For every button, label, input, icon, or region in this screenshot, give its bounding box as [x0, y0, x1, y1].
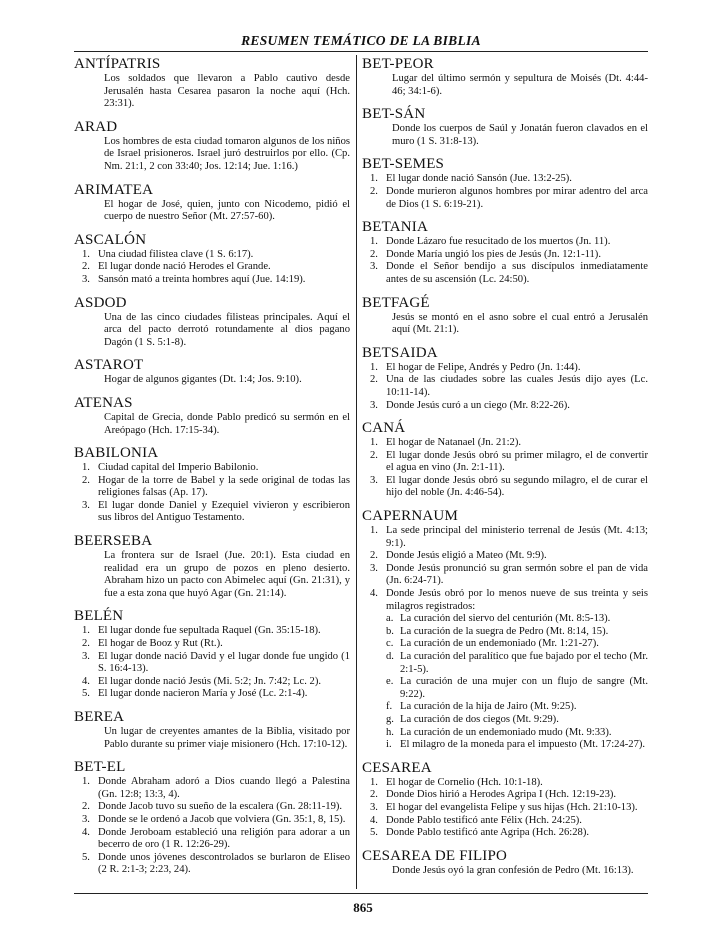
item-text: Donde Jesús pronunció su gran sermón sobre el pan de vida (Jn. 6:24-71).: [386, 562, 648, 587]
header-rule: [74, 51, 648, 52]
list-item: [74, 651, 350, 676]
entry: [74, 533, 350, 600]
item-number: 4.: [370, 814, 378, 826]
entry-list: [362, 362, 648, 412]
list-item: [362, 588, 648, 613]
entry-title: BETSAIDA: [362, 344, 438, 361]
item-number: 1.: [370, 437, 378, 449]
entry: [74, 232, 350, 287]
entry-list: [362, 777, 648, 840]
item-text: Donde el Señor bendijo a sus discípulos inmediatamente antes de su ascensión (Lc. 24:50).: [386, 261, 648, 285]
entry-description: El hogar de José, quien, junto con Nicodemo, pidió el cuerpo de nuestro Señor (Mt. 27:57-60).: [104, 198, 350, 223]
entry-title: CANÁ: [362, 420, 406, 437]
list-item: [362, 789, 648, 802]
entry-title: CESAREA: [362, 759, 432, 776]
item-number: 2.: [370, 550, 378, 562]
item-text: Donde Jacob tuvo su sueño de la escalera (Gn. 28:11-19).: [98, 801, 343, 813]
list-item: [74, 801, 350, 814]
list-item: [362, 563, 648, 588]
entry: [74, 709, 350, 751]
entry: [74, 119, 350, 174]
entry: [362, 56, 648, 98]
list-item: [74, 274, 350, 287]
list-item: [362, 400, 648, 413]
item-number: 3.: [370, 801, 378, 813]
sub-item-text: El milagro de la moneda para el impuesto (Mt. 17:24-27).: [400, 739, 646, 751]
entry: [74, 357, 350, 387]
entry-list: [74, 776, 350, 877]
right-column: [362, 56, 648, 885]
item-number: 3.: [370, 562, 378, 574]
item-number: 4.: [370, 588, 378, 600]
sub-item-text: La curación de la hija de Jairo (Mt. 9:25).: [400, 701, 577, 713]
item-number: 5.: [82, 688, 90, 700]
sub-list-item: [362, 676, 648, 701]
page-number: 865: [353, 900, 373, 915]
item-text: El lugar donde nació David y el lugar donde fue ungido (1 S. 16:4-13).: [98, 650, 350, 675]
entry-list: [74, 462, 350, 525]
list-item: [362, 437, 648, 450]
sub-item-text: La curación de un endemoniado mudo (Mt. 9:33).: [400, 726, 612, 738]
list-item: [74, 827, 350, 852]
item-number: 5.: [370, 827, 378, 839]
entry-title: BEREA: [74, 709, 125, 725]
list-item: [362, 550, 648, 563]
item-text: Donde Jesús curó a un ciego (Mr. 8:22-26).: [386, 399, 570, 411]
item-text: El hogar de Natanael (Jn. 21:2).: [386, 437, 522, 449]
entry-title: CESAREA DE FILIPO: [362, 847, 508, 864]
entry-title: ARIMATEA: [74, 181, 154, 198]
item-number: 2.: [82, 801, 90, 813]
entry-title: BET-SEMES: [362, 156, 445, 173]
left-column: [74, 56, 350, 885]
sub-list: [362, 613, 648, 752]
list-item: [74, 776, 350, 801]
list-item: [74, 475, 350, 500]
sub-list-item: [362, 701, 648, 714]
item-number: 4.: [82, 826, 90, 838]
list-item: [362, 802, 648, 815]
entry-title: BET-EL: [74, 759, 126, 776]
list-item: [74, 676, 350, 689]
entry-list: [362, 173, 648, 211]
entry-list: [362, 525, 648, 752]
entry: [362, 848, 648, 878]
entry-description: Un lugar de creyentes amantes de la Biblia, visitado por Pablo durante su primer viaje misionero (Hch. 17:10-12).: [104, 726, 350, 750]
item-text: El lugar donde nacieron María y José (Lc. 2:1-4).: [98, 688, 308, 700]
entry-title: ASDOD: [74, 294, 127, 311]
item-text: El hogar de Felipe, Andrés y Pedro (Jn. 1:44).: [386, 361, 581, 373]
entry: [362, 295, 648, 337]
list-item: [74, 249, 350, 262]
item-text: El hogar del evangelista Felipe y sus hijas (Hch. 21:10-13).: [386, 801, 638, 813]
item-number: 1.: [370, 525, 378, 537]
item-text: El hogar de Cornelio (Hch. 10:1-18).: [386, 776, 543, 788]
item-text: Una ciudad filistea clave (1 S. 6:17).: [98, 248, 254, 260]
entry-title: BETFAGÉ: [362, 294, 430, 311]
entry-title: BETANIA: [362, 219, 429, 236]
item-number: 1.: [82, 248, 90, 260]
entry: [74, 182, 350, 224]
list-item: [74, 500, 350, 525]
item-number: 2.: [82, 474, 90, 486]
entry: [362, 420, 648, 500]
page-header: RESUMEN TEMÁTICO DE LA BIBLIA: [241, 33, 481, 48]
item-number: 2.: [370, 789, 378, 801]
sub-list-item: [362, 714, 648, 727]
list-item: [362, 475, 648, 500]
list-item: [362, 261, 648, 286]
entry: [74, 56, 350, 111]
item-number: 2.: [370, 185, 378, 197]
item-text: Donde murieron algunos hombres por mirar adentro del arca de Dios (1 S. 6:19-21).: [386, 185, 648, 210]
item-number: 5.: [82, 851, 90, 863]
item-text: Donde María ungió los pies de Jesús (Jn. 12:1-11).: [386, 248, 601, 260]
item-text: Donde se le ordenó a Jacob que volviera (Gn. 35:1, 8, 15).: [98, 813, 346, 825]
entry-title: BEERSEBA: [74, 533, 153, 550]
item-number: 2.: [82, 261, 90, 273]
item-number: 1.: [370, 236, 378, 248]
sub-list-item: [362, 739, 648, 752]
item-number: 1.: [82, 776, 90, 788]
entry-title: BET-PEOR: [362, 56, 434, 72]
entry-description: Hogar de algunos gigantes (Dt. 1:4; Jos. 9:10).: [104, 374, 302, 386]
item-number: 3.: [82, 499, 90, 511]
item-text: Donde Lázaro fue resucitado de los muertos (Jn. 11).: [386, 236, 611, 248]
list-item: [362, 374, 648, 399]
entry: [74, 759, 350, 877]
item-text: El lugar donde nació Jesús (Mi. 5:2; Jn. 7:42; Lc. 2).: [98, 675, 322, 687]
entry: [362, 219, 648, 286]
item-number: 1.: [82, 625, 90, 637]
list-item: [362, 777, 648, 790]
item-text: El lugar donde nació Herodes el Grande.: [98, 261, 271, 273]
entry: [74, 395, 350, 437]
sub-item-letter: d.: [386, 651, 394, 662]
entry-list: [74, 625, 350, 701]
sub-item-text: La curación del paralítico que fue bajado por el techo (Mr. 2:1-5).: [400, 651, 648, 675]
list-item: [362, 249, 648, 262]
item-text: El lugar donde Jesús obró su primer milagro, el de convertir el agua en vino (Jn. 2:1-11).: [386, 449, 648, 474]
list-item: [74, 688, 350, 701]
entry: [362, 106, 648, 148]
item-text: El lugar donde nació Sansón (Jue. 13:2-25).: [386, 173, 572, 185]
sub-item-text: La curación de un endemoniado (Mr. 1:21-27).: [400, 638, 599, 650]
entry-title: ASTAROT: [74, 357, 144, 374]
list-item: [74, 625, 350, 638]
sub-item-text: La curación de dos ciegos (Mt. 9:29).: [400, 713, 559, 725]
item-text: Donde Abraham adoró a Dios cuando llegó a Palestina (Gn. 12:8; 13:3, 4).: [98, 776, 350, 800]
item-number: 3.: [82, 813, 90, 825]
list-item: [362, 362, 648, 375]
entry-description: Lugar del último sermón y sepultura de Moisés (Dt. 4:44-46; 34:1-6).: [392, 73, 648, 97]
entry-list: [362, 437, 648, 500]
sub-item-text: La curación del siervo del centurión (Mt. 8:5-13).: [400, 613, 611, 625]
sub-item-letter: f.: [386, 701, 393, 713]
item-text: Donde Pablo testificó ante Félix (Hch. 24:25).: [386, 814, 582, 826]
list-item: [74, 261, 350, 274]
item-text: El lugar donde fue sepultada Raquel (Gn. 35:15-18).: [98, 625, 321, 637]
item-text: Donde unos jóvenes descontrolados se burlaron de Eliseo (2 R. 2:1-3; 2:23, 24).: [98, 851, 350, 876]
sub-item-letter: h.: [386, 726, 394, 738]
column-divider: [356, 55, 357, 889]
entry-description: Capital de Grecia, donde Pablo predicó su sermón en el Areópago (Hch. 17:15-34).: [104, 411, 350, 436]
entry-description: Jesús se montó en el asno sobre el cual entró a Jerusalén aquí (Mt. 21:1).: [392, 311, 648, 336]
list-item: [74, 638, 350, 651]
entry: [362, 508, 648, 752]
item-text: Donde Jeroboam estableció una religión para adorar a un becerro de oro (1 R. 12:26-29).: [98, 826, 350, 851]
item-number: 2.: [370, 248, 378, 260]
entry-description: Una de las cinco ciudades filisteas principales. Aquí el arca del pacto derrotó rotundamente al dios pagano Dagón (1 S. 5:1-8).: [104, 311, 350, 348]
entry-list: [74, 249, 350, 287]
item-number: 1.: [370, 776, 378, 788]
item-number: 1.: [82, 462, 90, 474]
sub-list-item: [362, 613, 648, 626]
item-text: Donde Jesús eligió a Mateo (Mt. 9:9).: [386, 550, 547, 562]
item-number: 2.: [370, 449, 378, 461]
sub-list-item: [362, 626, 648, 639]
item-text: El lugar donde Daniel y Ezequiel vivieron y escribieron sus libros del Antiguo Testamento.: [98, 499, 350, 524]
entry: [362, 345, 648, 412]
list-item: [362, 815, 648, 828]
list-item: [362, 450, 648, 475]
sub-list-item: [362, 651, 648, 676]
footer-rule: [74, 893, 648, 894]
sub-item-letter: b.: [386, 625, 394, 637]
entry-title: ASCALÓN: [74, 231, 147, 248]
entry: [74, 295, 350, 350]
item-text: Sansón mató a treinta hombres aquí (Jue. 14:19).: [98, 273, 306, 285]
entry: [362, 760, 648, 840]
item-text: El hogar de Booz y Rut (Rt.).: [98, 638, 223, 650]
item-number: 3.: [82, 650, 90, 662]
sub-list-item: [362, 727, 648, 740]
list-item: [362, 236, 648, 249]
item-number: 2.: [82, 638, 90, 650]
list-item: [362, 186, 648, 211]
entry-title: CAPERNAUM: [362, 508, 458, 525]
entry-description: Los hombres de esta ciudad tomaron algunos de los niños de Israel prisioneros. Israel juró destruirlos por ello. (Cp. Nm. 21:1, 2 con 33:40; Jos. 12:14; Jue. 1:16.): [104, 135, 350, 172]
sub-item-letter: a.: [386, 613, 394, 625]
item-text: Ciudad capital del Imperio Babilonio.: [98, 462, 259, 474]
entry-title: ANTÍPATRIS: [74, 56, 161, 72]
entry-title: BET-SÁN: [362, 106, 426, 123]
item-text: Donde Pablo testificó ante Agripa (Hch. 26:28).: [386, 827, 589, 839]
entry-description: Los soldados que llevaron a Pablo cautivo desde Jerusalén hasta Cesarea pasaron la noche aquí (Hch. 23:31).: [104, 73, 350, 110]
item-number: 4.: [82, 675, 90, 687]
entry-title: ATENAS: [74, 394, 133, 411]
entry: [74, 608, 350, 701]
list-item: [74, 852, 350, 877]
item-number: 2.: [370, 374, 378, 386]
entry: [362, 156, 648, 211]
sub-item-text: La curación de una mujer con un flujo de sangre (Mt. 9:22).: [400, 676, 648, 700]
entry-title: ARAD: [74, 118, 118, 135]
item-text: Una de las ciudades sobre las cuales Jesús dijo ayes (Lc. 10:11-14).: [386, 374, 648, 398]
sub-list-item: [362, 638, 648, 651]
entry-list: [362, 236, 648, 286]
list-item: [74, 462, 350, 475]
item-number: 3.: [370, 474, 378, 486]
entry: [74, 445, 350, 525]
entry-description: La frontera sur de Israel (Jue. 20:1). Esta ciudad en realidad era un grupo de pozos en pleno desierto. Abraham hizo un pacto con Abimelec aquí (Gn. 21:31), y fue a esta zona que huyó Agar (Gn. 21:14).: [104, 550, 350, 599]
item-number: 3.: [370, 399, 378, 411]
sub-item-letter: g.: [386, 713, 394, 725]
entry-title: BELÉN: [74, 608, 124, 625]
list-item: [362, 173, 648, 186]
item-text: La sede principal del ministerio terrenal de Jesús (Mt. 4:13; 9:1).: [386, 525, 648, 549]
list-item: [74, 814, 350, 827]
item-number: 3.: [370, 261, 378, 273]
item-number: 1.: [370, 361, 378, 373]
item-text: Hogar de la torre de Babel y la sede original de todas las religiones falsas (Ap. 17).: [98, 474, 350, 499]
sub-item-letter: c.: [386, 638, 394, 650]
sub-item-text: La curación de la suegra de Pedro (Mt. 8:14, 15).: [400, 625, 609, 637]
entry-description: Donde los cuerpos de Saúl y Jonatán fueron clavados en el muro (1 S. 31:8-13).: [392, 123, 648, 147]
list-item: [362, 525, 648, 550]
item-text: Donde Dios hirió a Herodes Agripa I (Hch. 12:19-23).: [386, 789, 617, 801]
item-number: 3.: [82, 273, 90, 285]
sub-item-letter: e.: [386, 676, 394, 688]
item-text: Donde Jesús obró por lo menos nueve de sus treinta y seis milagros registrados:: [386, 588, 648, 612]
item-number: 1.: [370, 173, 378, 185]
item-text: El lugar donde Jesús obró su segundo milagro, el de curar el hijo del noble (Jn. 4:46-54).: [386, 474, 648, 499]
sub-item-letter: i.: [386, 739, 392, 751]
entry-title: BABILONIA: [74, 445, 159, 462]
list-item: [362, 827, 648, 840]
entry-description: Donde Jesús oyó la gran confesión de Pedro (Mt. 16:13).: [392, 864, 634, 876]
